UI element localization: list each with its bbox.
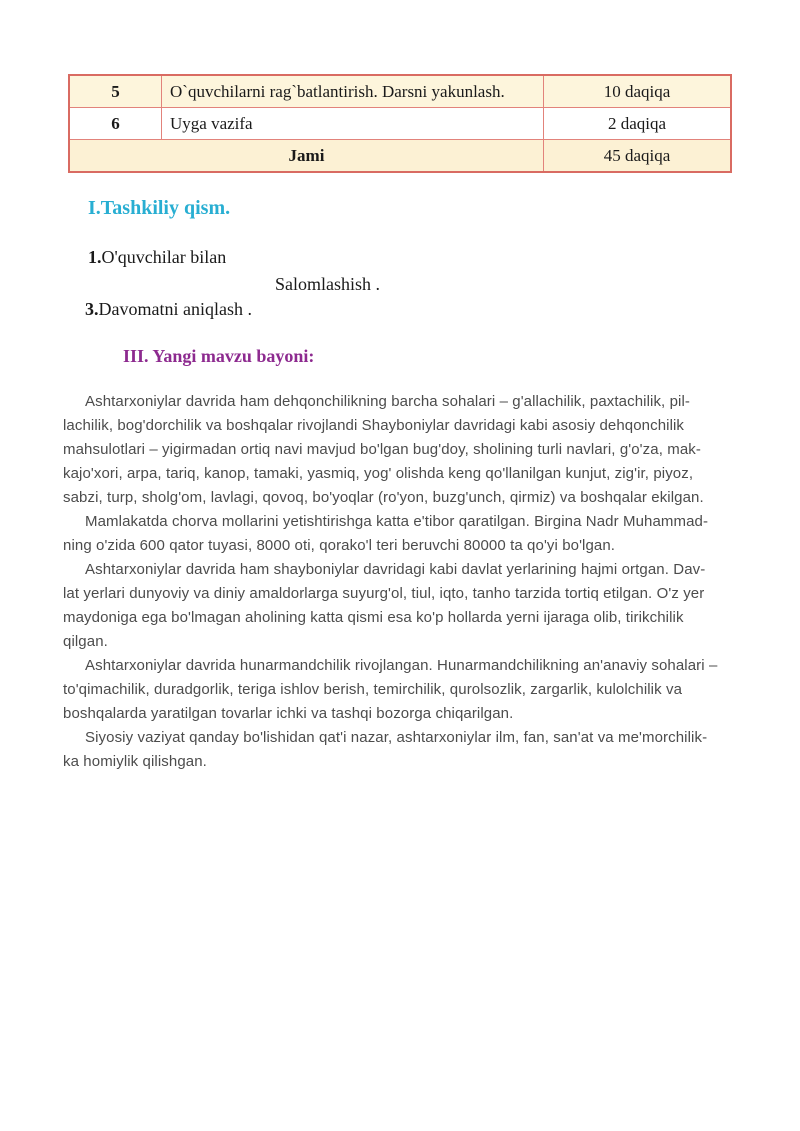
text-line: lachilik, bog'dorchilik va boshqalar rivojlandi Shayboniylar davridagi kabi asosiy dehqonchilik: [63, 417, 685, 434]
total-label-cell: Jami: [69, 140, 544, 173]
section-heading-tashkiliy-qism: I.Tashkiliy qism.: [88, 197, 231, 219]
text-line: lat yerlari dunyoviy va diniy amaldorlarga suyurg'ol, tiul, iqto, tanho tarzida tortiq etilgan. O'z yer: [63, 585, 705, 602]
item-text: Davomatni aniqlash .: [98, 299, 252, 319]
item-number: 1.: [88, 247, 102, 267]
text-line: Mamlakatda chorva mollarini yetishtirishga katta e'tibor qaratilgan. Birgina Nadr Muhammad-: [85, 513, 709, 530]
paragraph: [63, 654, 739, 726]
duration-cell: 2 daqiqa: [544, 108, 732, 140]
total-duration-cell: 45 daqiqa: [544, 140, 732, 173]
scanned-body-text: [63, 390, 739, 774]
paragraph: [63, 510, 739, 558]
intro-item-3: [85, 299, 252, 320]
text-line: sabzi, turp, sholg'om, lavlagi, qovoq, bo'yoqlar (ro'yon, buzg'unch, qirmiz) va boshqalar ekilgan.: [63, 489, 704, 506]
text-line: qilgan.: [63, 633, 108, 650]
text-line: kajo'xori, arpa, tariq, kanop, tamaki, yasmiq, yog' olishda keng qo'llanilgan kunjut, zig'ir, piyoz,: [63, 465, 694, 482]
salomlashish-line: Salomlashish .: [275, 274, 381, 294]
paragraph: [63, 390, 739, 510]
text-line: Ashtarxoniylar davrida ham dehqonchilikning barcha sohalari – g'allachilik, paxtachilik, pil-: [85, 393, 690, 410]
text-line: Ashtarxoniylar davrida ham shayboniylar davridagi kabi davlat yerlarining hajmi ortgan. Dav-: [85, 561, 706, 578]
item-text: O'quvchilar bilan: [101, 247, 227, 267]
section-heading-yangi-mavzu: III. Yangi mavzu bayoni:: [123, 346, 315, 366]
intro-item-1: [88, 247, 226, 268]
text-line: to'qimachilik, duradgorlik, teriga ishlov berish, temirchilik, qurolsozlik, zargarlik, kulolchilik va: [63, 681, 683, 698]
text-line: maydoniga ega bo'lmagan aholining katta qismi esa ko'p hollarda yerni ijaraga olib, tirikchilik: [63, 609, 684, 626]
row-number-cell: 6: [69, 108, 162, 140]
duration-cell: 10 daqiqa: [544, 75, 732, 108]
row-number-cell: 5: [69, 75, 162, 108]
table-total-row: [69, 140, 731, 173]
text-line: mahsulotlari – yigirmadan ortiq navi mavjud bo'lgan bug'doy, sholining turli navlari, g'o'za, mak-: [63, 441, 701, 458]
text-line: Siyosiy vaziyat qanday bo'lishidan qat'i nazar, ashtarxoniylar ilm, fan, san'at va me'morchilik-: [85, 729, 708, 746]
text-line: Ashtarxoniylar davrida hunarmandchilik rivojlangan. Hunarmandchilikning an'anaviy sohalari –: [85, 657, 718, 674]
table-row: [69, 75, 731, 108]
text-line: ka homiylik qilishgan.: [63, 753, 207, 770]
activity-cell: Uyga vazifa: [162, 108, 544, 140]
text-line: boshqalarda yaratilgan tovarlar ichki va tashqi bozorga chiqarilgan.: [63, 705, 514, 722]
paragraph: [63, 558, 739, 654]
lesson-plan-table: [68, 74, 732, 173]
activity-cell: O`quvchilarni rag`batlantirish. Darsni yakunlash.: [162, 75, 544, 108]
item-number: 3.: [85, 299, 99, 319]
paragraph: [63, 726, 739, 774]
table-row: [69, 108, 731, 140]
text-line: ning o'zida 600 qator tuyasi, 8000 oti, qorako'l teri beruvchi 80000 ta qo'yi bo'lgan.: [63, 537, 616, 554]
